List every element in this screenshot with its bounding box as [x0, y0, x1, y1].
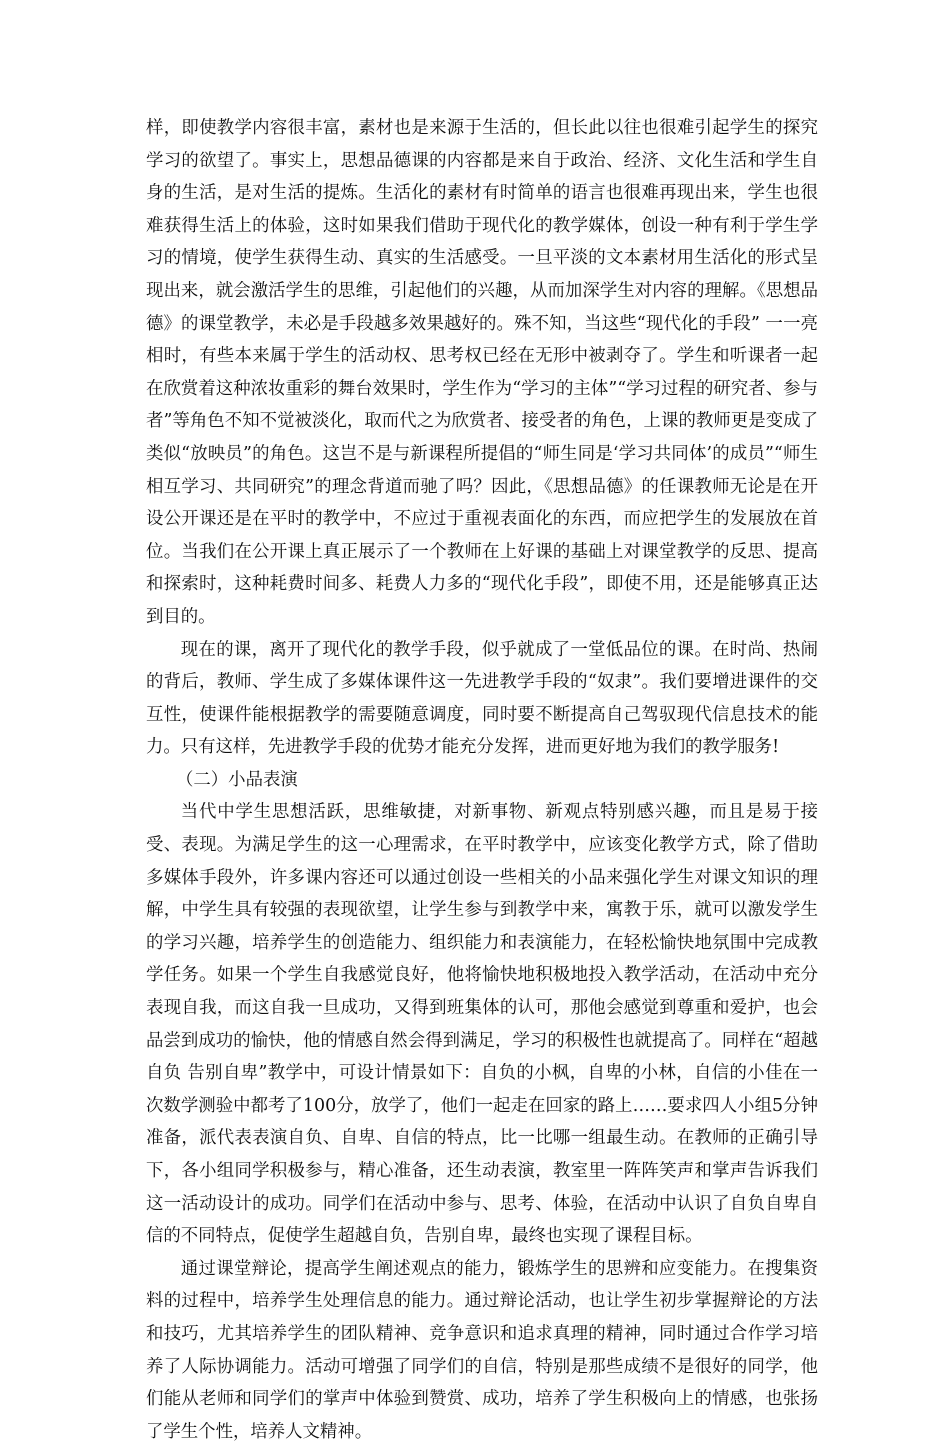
paragraph-skit-performance: 当代中学生思想活跃，思维敏捷，对新事物、新观点特别感兴趣，而且是易于接受、表现。为满足学生的这一心理需求，在平时教学中，应该变化教学方式，除了借助多媒体手段外，许多课内容还可以通过创设一些相关的小品来强化学生对课文知识的理解，中学生具有较强的表现欲望，让学生参与到教学中来，寓教于乐，就可以激发学生的学习兴趣，培养学生的创造能力、组织能力和表演能力，在轻松愉快地氛围中完成教学任务。如果一个学生自我感觉良好，他将愉快地积极地投入教学活动，在活动中充分表现自我，而这自我一旦成功，又得到班集体的认可，那他会感觉到尊重和爱护，也会品尝到成功的愉快，他的情感自然会得到满足，学习的积极性也就提高了。同样在“超越自负 告别自卑”教学中，可设计情景如下：自负的小枫，自卑的小林，自信的小佳在一次数学测验中都考了100分，放学了，他们一起走在回家的路上……要求四人小组5分钟准备，派代表表演自负、自卑、自信的特点，比一比哪一组最生动。在教师的正确引导下，各小组同学积极参与，精心准备，还生动表演，教室里一阵阵笑声和掌声告诉我们这一活动设计的成功。同学们在活动中参与、思考、体验，在活动中认识了自负自卑自信的不同特点，促使学生超越自负，告别自卑，最终也实现了课程目标。: [146, 802, 818, 1247]
paragraph-modern-teaching-means: 现在的课，离开了现代化的教学手段，似乎就成了一堂低品位的课。在时尚、热闹的背后，教师、学生成了多媒体课件这一先进教学手段的“奴隶”。我们要增进课件的交互性，使课件能根据教学的需要随意调度，同时要不断提高自己驾驭现代信息技术的能力。只有这样，先进教学手段的优势才能充分发挥，进而更好地为我们的教学服务!: [146, 639, 818, 758]
section-heading-skit-performance: （二）小品表演: [176, 769, 298, 790]
paragraph-continued: 样，即使教学内容很丰富，素材也是来源于生活的，但长此以往也很难引起学生的探究学习的欲望了。事实上，思想品德课的内容都是来自于政治、经济、文化生活和学生自身的生活，是对生活的提炼。生活化的素材有时简单的语言也很难再现出来，学生也很难获得生活上的体验，这时如果我们借助于现代化的教学媒体，创设一种有利于学生学习的情境，使学生获得生动、真实的生活感受。一旦平淡的文本素材用生活化的形式呈现出来，就会激活学生的思维，引起他们的兴趣，从而加深学生对内容的理解。《思想品德》的课堂教学，未必是手段越多效果越好的。殊不知，当这些“现代化的手段” 一一亮相时，有些本来属于学生的活动权、思考权已经在无形中被剥夺了。学生和听课者一起在欣赏着这种浓妆重彩的舞台效果时，学生作为“学习的主体”“学习过程的研究者、参与者”等角色不知不觉被淡化，取而代之为欣赏者、接受者的角色，上课的教师更是变成了类似“放映员”的角色。这岂不是与新课程所提倡的“师生同是‘学习共同体’的成员”“师生相互学习、共同研究”的理念背道而驰了吗？因此，《思想品德》的任课教师无论是在开设公开课还是在平时的教学中，不应过于重视表面化的东西，而应把学生的发展放在首位。当我们在公开课上真正展示了一个教师在上好课的基础上对课堂教学的反思、提高和探索时，这种耗费时间多、耗费人力多的“现代化手段”，即使不用，还是能够真正达到目的。: [146, 118, 818, 627]
document-body: [146, 112, 818, 1448]
paragraph-classroom-debate: 通过课堂辩论，提高学生阐述观点的能力，锻炼学生的思辨和应变能力。在搜集资料的过程中，培养学生处理信息的能力。通过辩论活动，也让学生初步掌握辩论的方法和技巧，尤其培养学生的团队精神、竞争意识和追求真理的精神，同时通过合作学习培养了人际协调能力。活动可增强了同学们的自信，特别是那些成绩不是很好的同学，他们能从老师和同学们的掌声中体验到赞赏、成功，培养了学生积极向上的情感，也张扬了学生个性，培养人文精神。: [146, 1258, 818, 1442]
